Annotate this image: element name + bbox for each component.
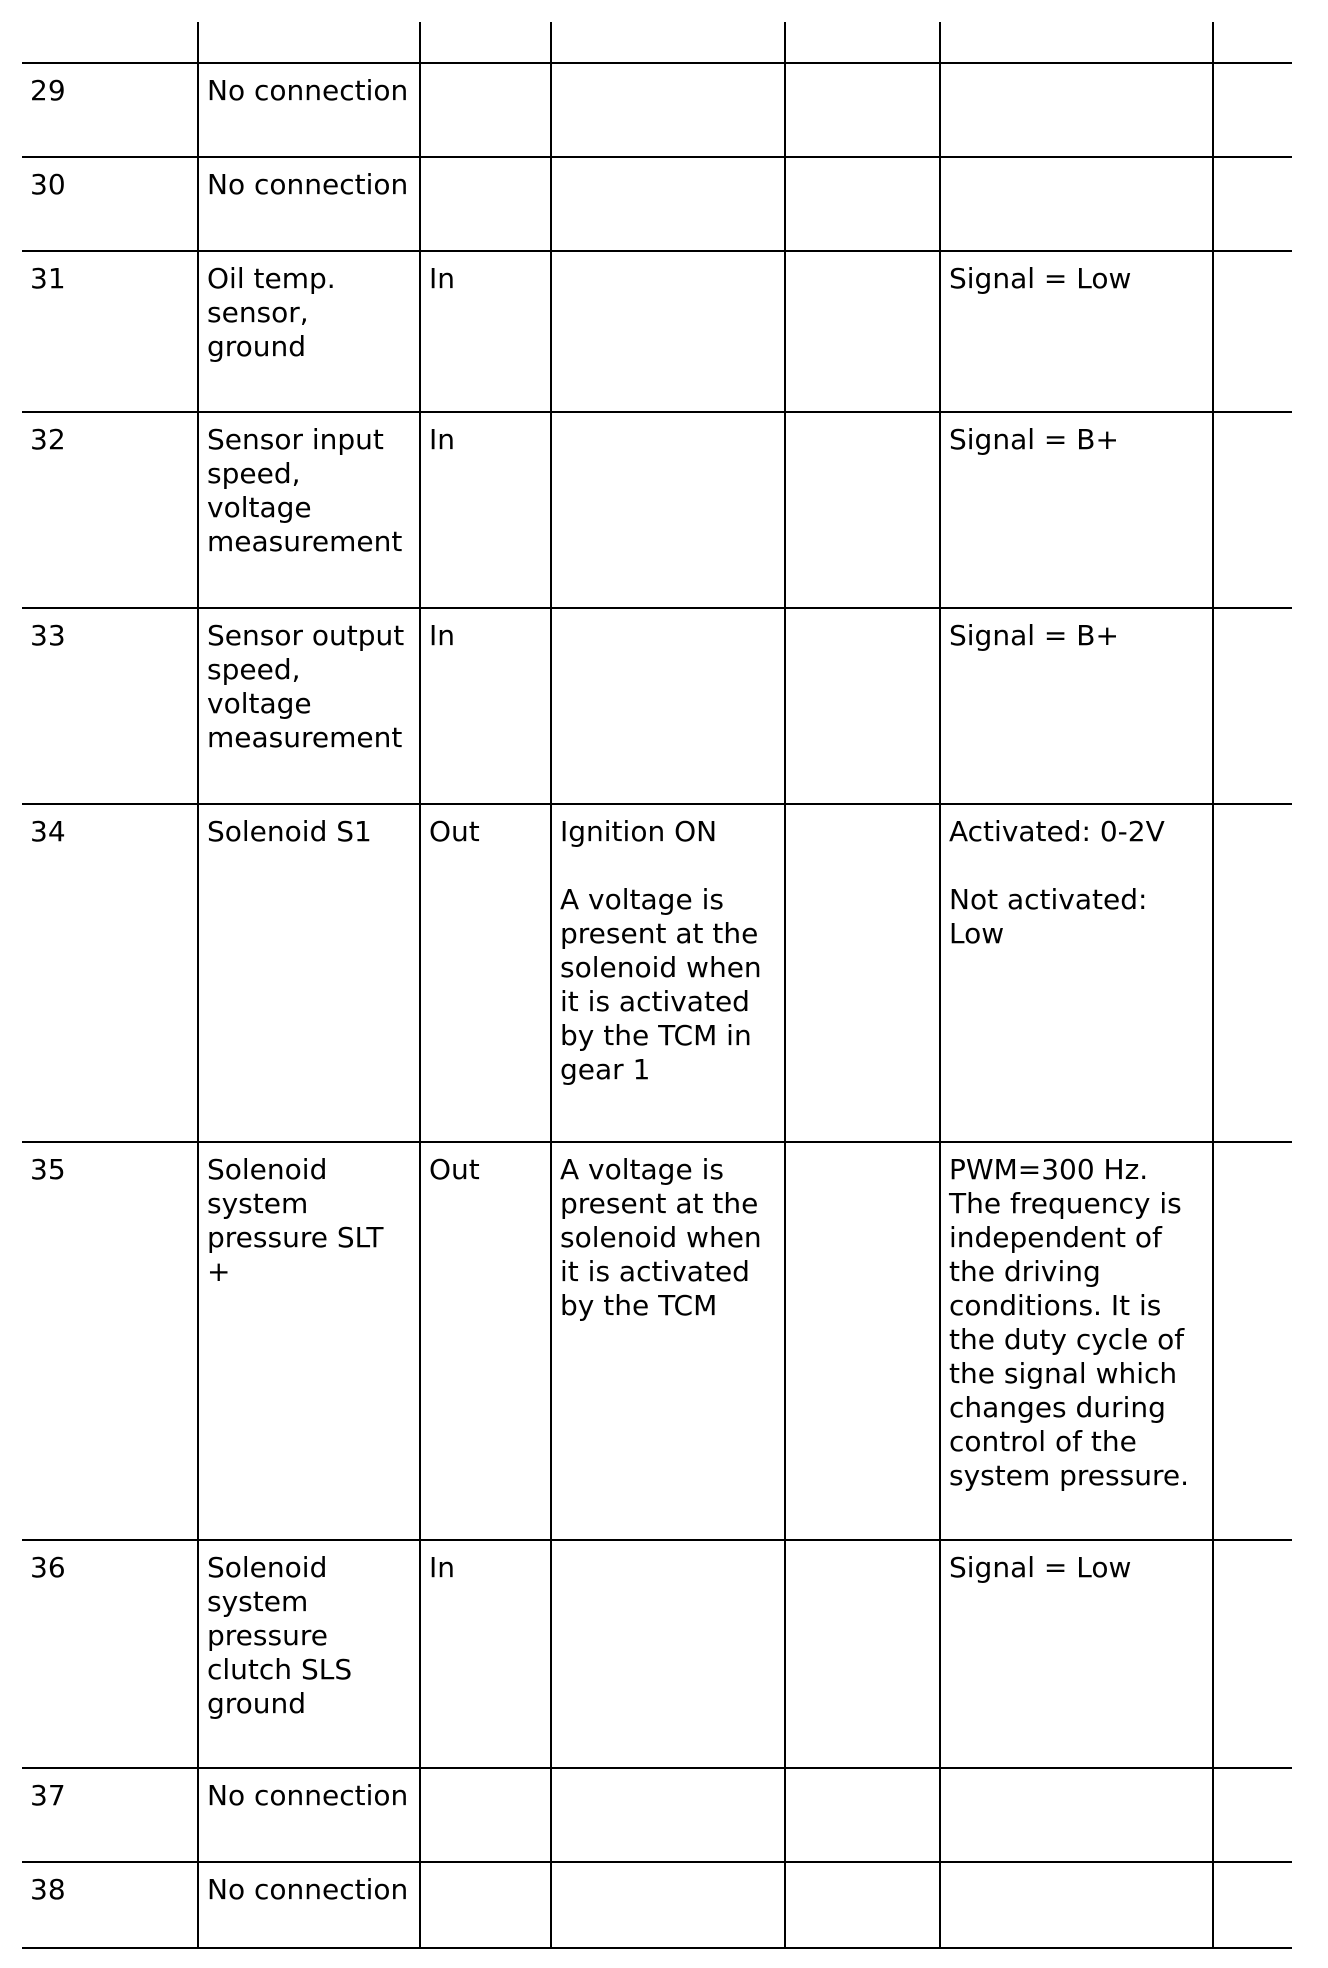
pin-function: Sensor input speed, voltage measurement: [198, 412, 420, 608]
pin-last: [1213, 412, 1292, 608]
pin-number: 31: [22, 251, 198, 412]
pin-condition: A voltage is present at the solenoid when it is activated by the TCM: [551, 1142, 785, 1540]
pin-function: Solenoid system pressure SLT +: [198, 1142, 420, 1540]
table-row: [22, 804, 1292, 1142]
pin-value: Signal = Low: [940, 251, 1213, 412]
pin-number: 34: [22, 804, 198, 1142]
pin-extra: [785, 1142, 940, 1540]
pin-number: 38: [22, 1862, 198, 1948]
pin-last: [1213, 608, 1292, 804]
pin-type: In: [420, 412, 551, 608]
pin-value: [940, 63, 1213, 157]
pin-type: [420, 1768, 551, 1862]
pin-extra: [785, 1768, 940, 1862]
pin-last: [1213, 157, 1292, 251]
pin-function: Solenoid S1: [198, 804, 420, 1142]
pin-extra: [785, 412, 940, 608]
pin-type: Out: [420, 1142, 551, 1540]
pin-condition: Ignition ON A voltage is present at the solenoid when it is activated by the TCM in gear 1: [551, 804, 785, 1142]
pin-last: [1213, 63, 1292, 157]
pin-value: Signal = B+: [940, 608, 1213, 804]
table-row: [22, 412, 1292, 608]
pin-extra: [785, 608, 940, 804]
pin-last: [1213, 1540, 1292, 1768]
pin-function: Oil temp. sensor, ground: [198, 251, 420, 412]
pin-function: No connection: [198, 63, 420, 157]
table-top-stub: [22, 22, 1292, 63]
pin-condition: [551, 1862, 785, 1948]
pin-number: 29: [22, 63, 198, 157]
pin-function: No connection: [198, 1862, 420, 1948]
pin-number: 30: [22, 157, 198, 251]
table-row: [22, 1142, 1292, 1540]
pin-last: [1213, 1768, 1292, 1862]
pin-function: Sensor output speed, voltage measurement: [198, 608, 420, 804]
pin-function: No connection: [198, 1768, 420, 1862]
pin-function: Solenoid system pressure clutch SLS ground: [198, 1540, 420, 1768]
pin-condition: [551, 412, 785, 608]
table-row: [22, 63, 1292, 157]
table-row: [22, 1540, 1292, 1768]
pin-type: In: [420, 251, 551, 412]
pin-condition: [551, 157, 785, 251]
table-row: [22, 608, 1292, 804]
pin-type: [420, 1862, 551, 1948]
pin-value: [940, 1768, 1213, 1862]
pin-extra: [785, 1540, 940, 1768]
pin-last: [1213, 804, 1292, 1142]
table-row: [22, 157, 1292, 251]
pin-number: 37: [22, 1768, 198, 1862]
pin-number: 35: [22, 1142, 198, 1540]
pin-condition: [551, 1540, 785, 1768]
pin-type: In: [420, 608, 551, 804]
pin-condition: [551, 251, 785, 412]
pin-number: 32: [22, 412, 198, 608]
pin-last: [1213, 1142, 1292, 1540]
pin-last: [1213, 251, 1292, 412]
pin-type: [420, 157, 551, 251]
pin-number: 33: [22, 608, 198, 804]
pin-extra: [785, 63, 940, 157]
pin-value: Signal = B+: [940, 412, 1213, 608]
pin-value: PWM=300 Hz. The frequency is independent of the driving conditions. It is the duty cycle of the signal which changes during control of the system pressure.: [940, 1142, 1213, 1540]
table-row: [22, 1862, 1292, 1948]
pin-function: No connection: [198, 157, 420, 251]
pin-table: [22, 22, 1292, 1949]
pin-condition: [551, 63, 785, 157]
pin-condition: [551, 608, 785, 804]
pin-condition: [551, 1768, 785, 1862]
pin-extra: [785, 157, 940, 251]
pin-type: Out: [420, 804, 551, 1142]
pin-number: 36: [22, 1540, 198, 1768]
pin-value: [940, 157, 1213, 251]
pin-type: In: [420, 1540, 551, 1768]
pin-type: [420, 63, 551, 157]
table-row: [22, 251, 1292, 412]
pin-value: Activated: 0-2V Not activated: Low: [940, 804, 1213, 1142]
pin-extra: [785, 1862, 940, 1948]
table-row: [22, 1768, 1292, 1862]
pin-extra: [785, 251, 940, 412]
pin-last: [1213, 1862, 1292, 1948]
pin-value: Signal = Low: [940, 1540, 1213, 1768]
pin-extra: [785, 804, 940, 1142]
pin-value: [940, 1862, 1213, 1948]
